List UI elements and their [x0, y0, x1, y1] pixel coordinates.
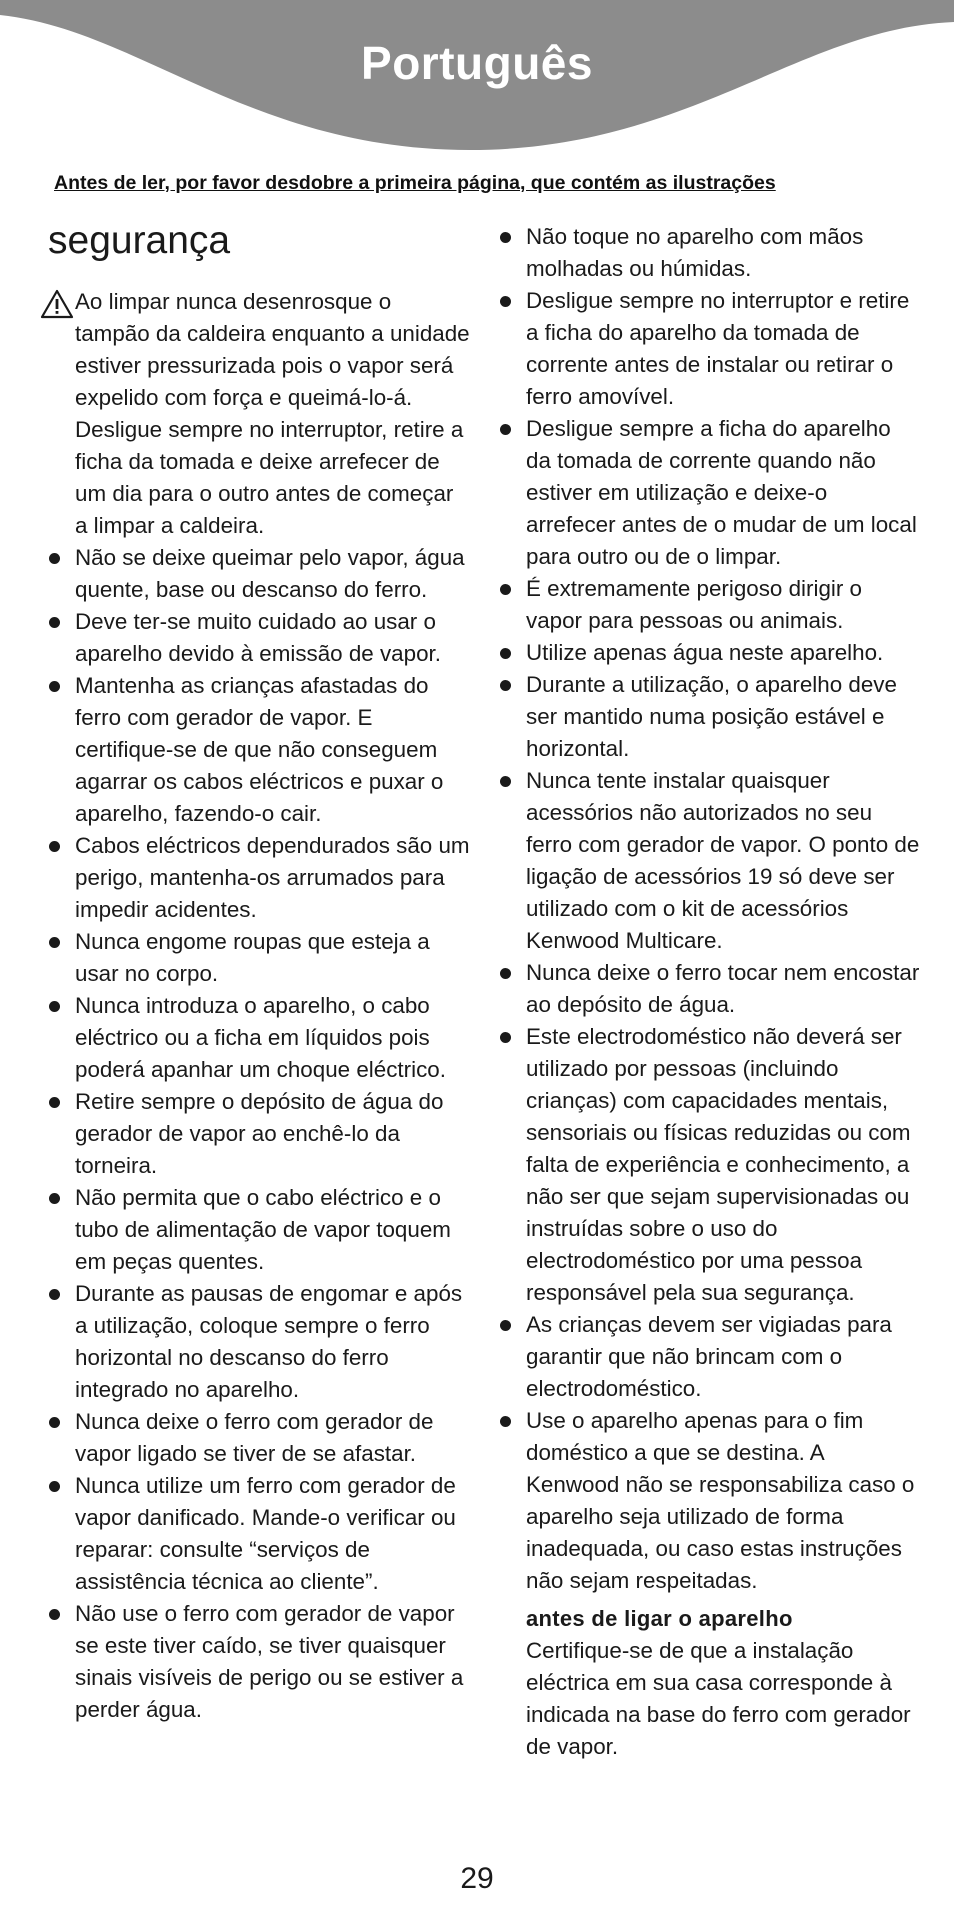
list-item: É extremamente perigoso dirigir o vapor para pessoas ou animais.	[500, 573, 920, 637]
before-use-heading: antes de ligar o aparelho	[526, 1606, 793, 1631]
list-item: Durante a utilização, o aparelho deve ser mantido numa posição estável e horizontal.	[500, 669, 920, 765]
bullet-icon	[49, 841, 60, 852]
bullet-icon	[49, 1481, 60, 1492]
list-item: Nunca introduza o aparelho, o cabo eléctrico ou a ficha em líquidos pois poderá apanhar um choque eléctrico.	[40, 990, 470, 1086]
list-item: Este electrodoméstico não deverá ser utilizado por pessoas (incluindo crianças) com capacidades mentais, sensoriais ou físicas reduzidas ou com falta de experiência e conhecimento, a não ser que sejam supervisionadas ou instruídas sobre o uso do electrodoméstico por uma pessoa responsável pela sua segurança.	[500, 1021, 920, 1309]
bullet-icon	[49, 553, 60, 564]
list-item: Nunca utilize um ferro com gerador de vapor danificado. Mande-o verificar ou reparar: consulte “serviços de assistência técnica ao cliente”.	[40, 1470, 470, 1598]
page-title: Português	[361, 37, 593, 89]
bullet-icon	[49, 1417, 60, 1428]
list-item: Durante as pausas de engomar e após a utilização, coloque sempre o ferro horizontal no descanso do ferro integrado no aparelho.	[40, 1278, 470, 1406]
fold-out-notice: Antes de ler, por favor desdobre a primeira página, que contém as ilustrações	[54, 172, 776, 194]
bullet-icon	[500, 968, 511, 979]
list-item: Use o aparelho apenas para o fim doméstico a que se destina. A Kenwood não se responsabiliza caso o aparelho seja utilizado de forma inadequada, ou caso estas instruções não sejam respeitadas.	[500, 1405, 920, 1597]
list-item: Deve ter-se muito cuidado ao usar o aparelho devido à emissão de vapor.	[40, 606, 470, 670]
list-item: Desligue sempre a ficha do aparelho da tomada de corrente quando não estiver em utilização e deixe-o arrefecer antes de o mudar de um local para outro ou de o limpar.	[500, 413, 920, 573]
before-use-text: Certifique-se de que a instalação eléctrica em sua casa corresponde à indicada na base do ferro com gerador de vapor.	[526, 1638, 911, 1759]
bullet-icon	[49, 1289, 60, 1300]
list-item: Não use o ferro com gerador de vapor se este tiver caído, se tiver quaisquer sinais visíveis de perigo ou se estiver a perder água.	[40, 1598, 470, 1726]
list-item: Cabos eléctricos dependurados são um perigo, mantenha-os arrumados para impedir acidentes.	[40, 830, 470, 926]
bullet-icon	[500, 232, 511, 243]
page-number: 29	[460, 1862, 494, 1895]
warning-triangle-icon	[40, 289, 74, 319]
warning-item	[40, 286, 470, 542]
bullet-icon	[49, 681, 60, 692]
bullet-icon	[49, 937, 60, 948]
left-column	[40, 218, 470, 1726]
list-item: Não permita que o cabo eléctrico e o tubo de alimentação de vapor toquem em peças quentes.	[40, 1182, 470, 1278]
left-bullet-list	[40, 542, 470, 1726]
right-column	[500, 221, 920, 1763]
bullet-icon	[500, 584, 511, 595]
list-item: Nunca engome roupas que esteja a usar no corpo.	[40, 926, 470, 990]
bullet-icon	[500, 776, 511, 787]
bullet-icon	[500, 296, 511, 307]
list-item: Desligue sempre no interruptor e retire a ficha do aparelho da tomada de corrente antes de instalar ou retirar o ferro amovível.	[500, 285, 920, 413]
bullet-icon	[500, 424, 511, 435]
bullet-icon	[49, 1001, 60, 1012]
bullet-icon	[49, 1097, 60, 1108]
bullet-icon	[500, 1032, 511, 1043]
bullet-icon	[49, 1193, 60, 1204]
bullet-icon	[500, 648, 511, 659]
list-item: Não se deixe queimar pelo vapor, água quente, base ou descanso do ferro.	[40, 542, 470, 606]
list-item: Não toque no aparelho com mãos molhadas ou húmidas.	[500, 221, 920, 285]
bullet-icon	[500, 1416, 511, 1427]
warning-text: Ao limpar nunca desenrosque o tampão da caldeira enquanto a unidade estiver pressurizada pois o vapor será expelido com força e queimá-lo-á. Desligue sempre no interruptor, retire a ficha da tomada e deixe arrefecer de um dia para o outro antes de começar a limpar a caldeira.	[75, 289, 470, 538]
section-title: segurança	[48, 219, 231, 262]
right-bullet-list	[500, 221, 920, 1597]
list-item: Nunca deixe o ferro tocar nem encostar ao depósito de água.	[500, 957, 920, 1021]
bullet-icon	[500, 1320, 511, 1331]
bullet-icon	[49, 617, 60, 628]
list-item: Utilize apenas água neste aparelho.	[500, 637, 920, 669]
list-item: Nunca deixe o ferro com gerador de vapor ligado se tiver de se afastar.	[40, 1406, 470, 1470]
list-item: Mantenha as crianças afastadas do ferro com gerador de vapor. E certifique-se de que não conseguem agarrar os cabos eléctricos e puxar o aparelho, fazendo-o cair.	[40, 670, 470, 830]
list-item: Nunca tente instalar quaisquer acessórios não autorizados no seu ferro com gerador de vapor. O ponto de ligação de acessórios 19 só deve ser utilizado com o kit de acessórios Kenwood Multicare.	[500, 765, 920, 957]
bullet-icon	[49, 1609, 60, 1620]
bullet-icon	[500, 680, 511, 691]
list-item: Retire sempre o depósito de água do gerador de vapor ao enchê-lo da torneira.	[40, 1086, 470, 1182]
list-item: As crianças devem ser vigiadas para garantir que não brincam com o electrodoméstico.	[500, 1309, 920, 1405]
